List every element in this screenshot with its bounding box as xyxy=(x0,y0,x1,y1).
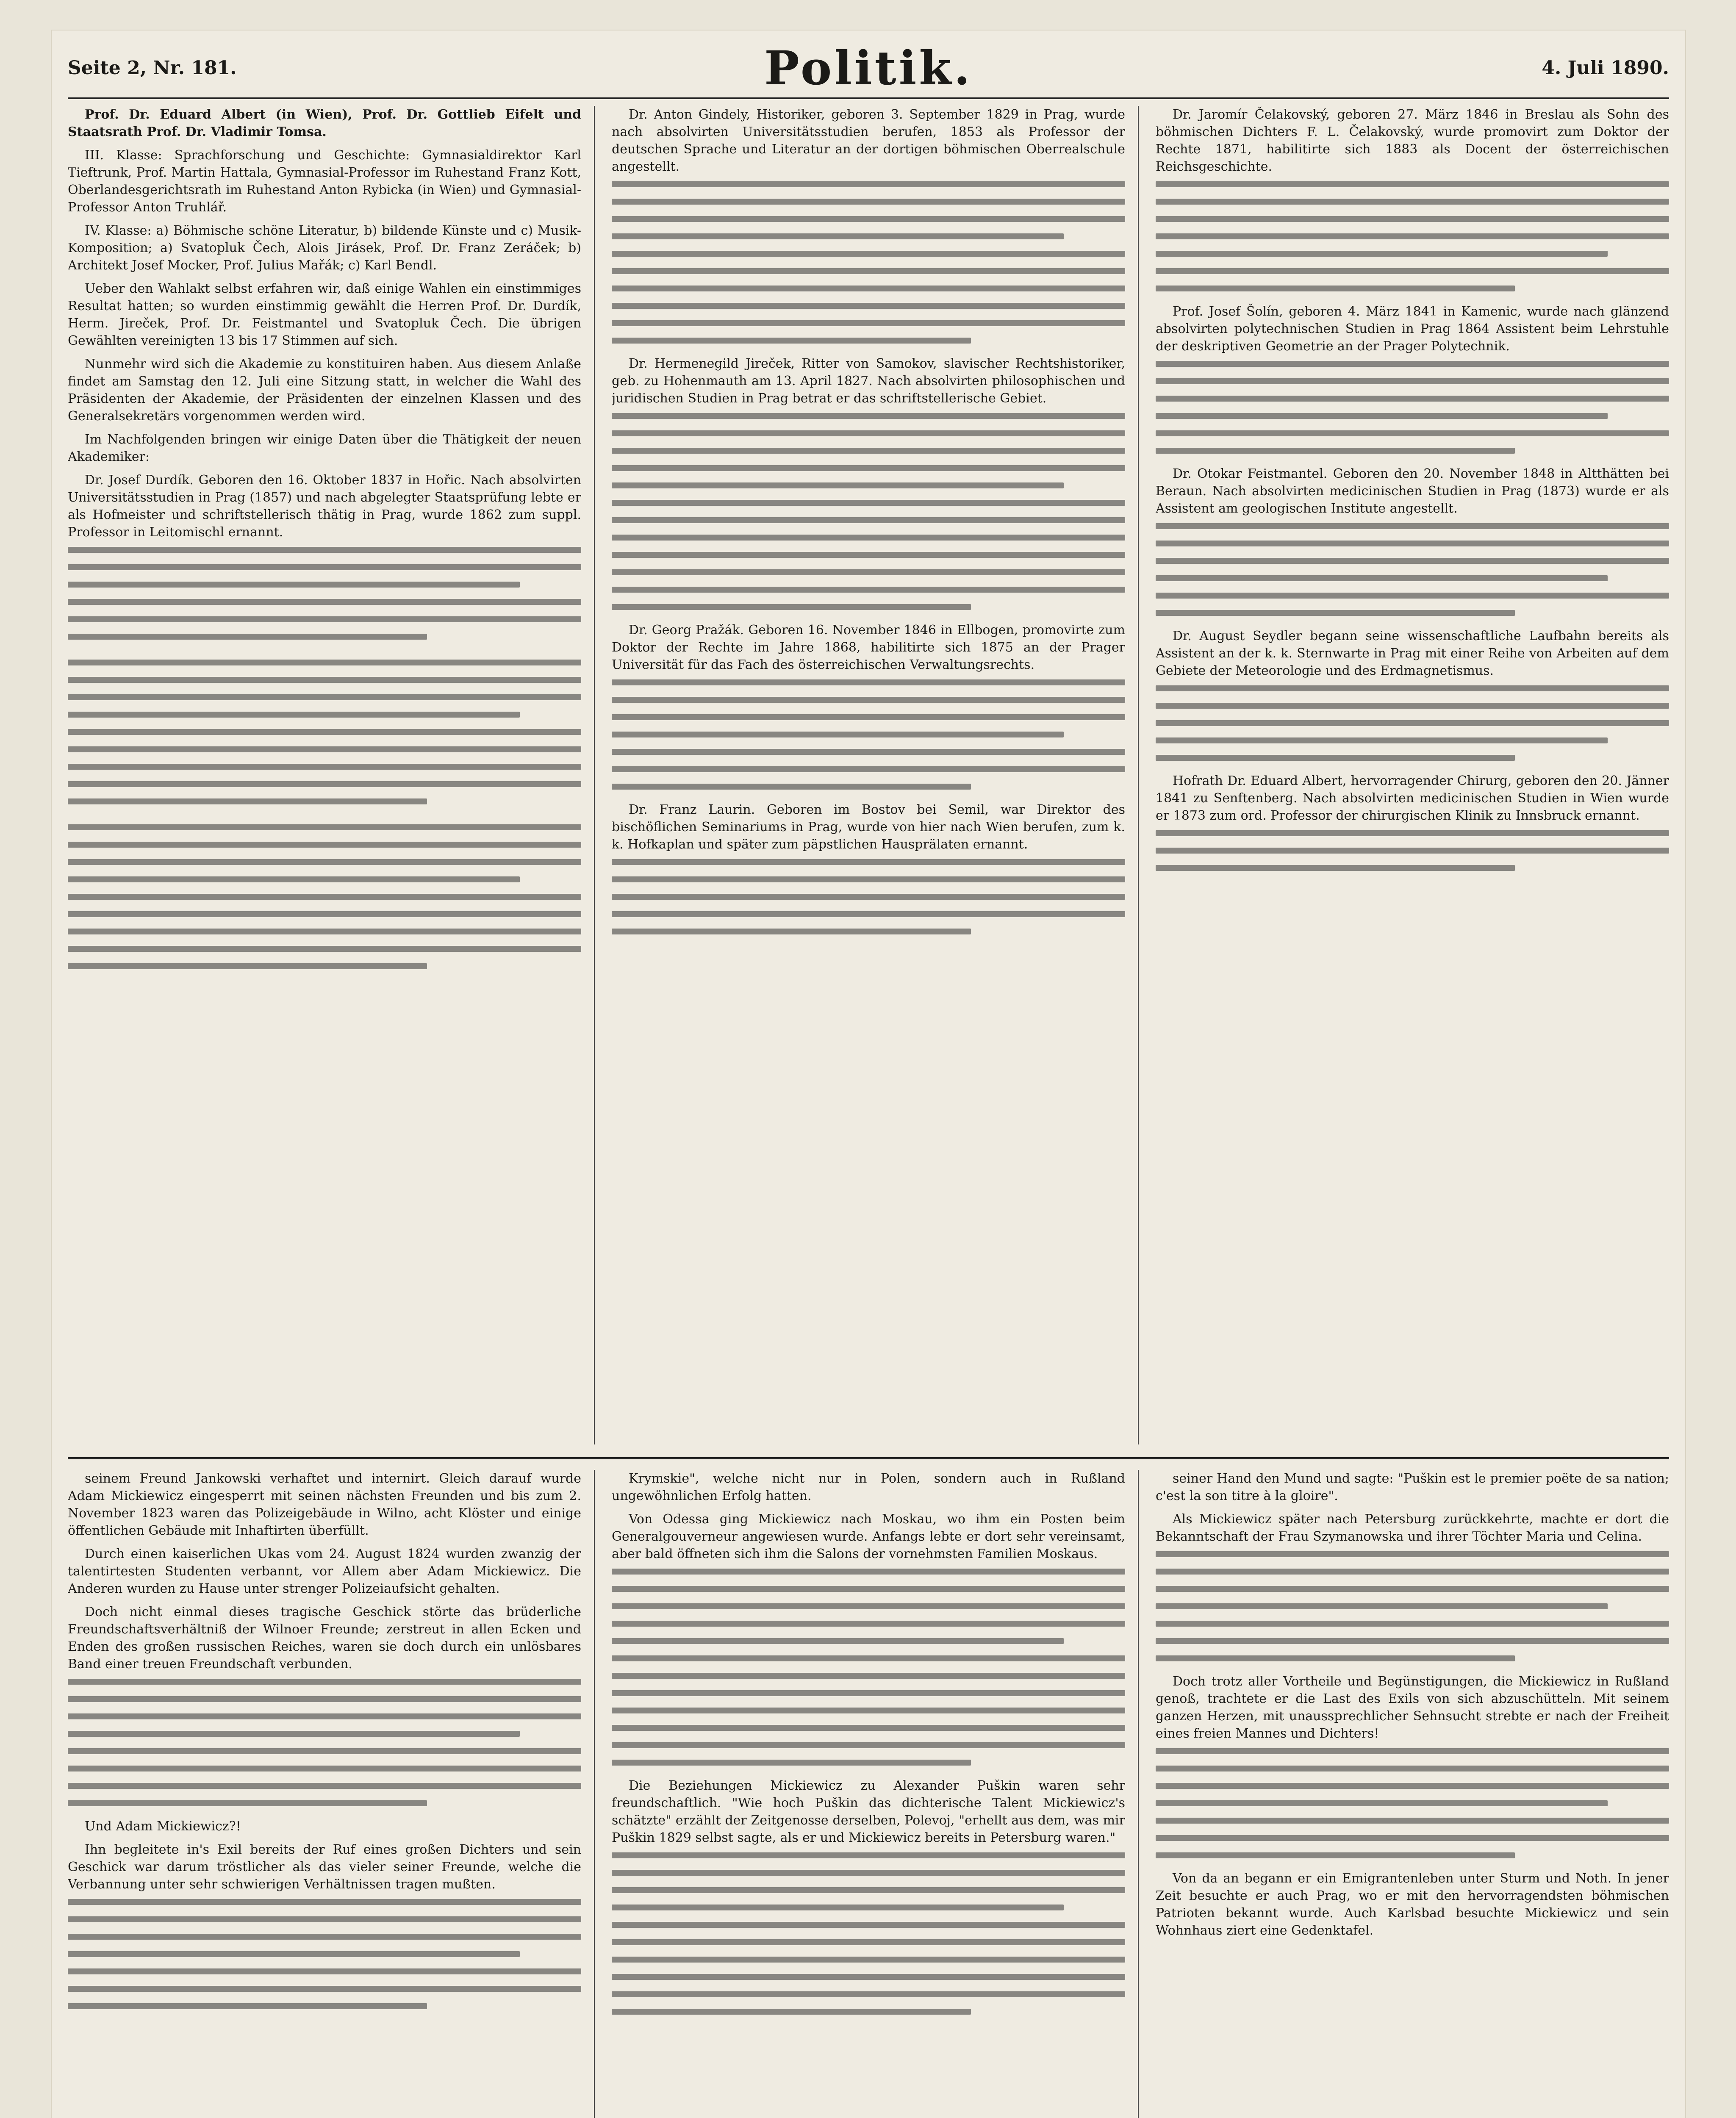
paragraph: Dr. Franz Laurin. Geboren im Bostov bei Semil, war Direktor des bischöflichen Seminariums in Prag, wurde von hier nach Wien berufen, zum k. k. Hofkaplan und später zum päpstlichen Hausprälaten ernannt. xyxy=(612,802,1125,852)
text-filler xyxy=(1156,1748,1669,1858)
paragraph: Hofrath Dr. Eduard Albert, hervorragender Chirurg, geboren den 20. Jänner 1841 zu Senftenberg. Nach absolvirten medicinischen Studien in Wien wurde er 1873 zum ord. Professor der chirurgischen Klinik zu Innsbruck ernannt. xyxy=(1156,773,1669,823)
text-filler xyxy=(612,859,1125,934)
text-filler xyxy=(68,1679,581,1806)
paragraph: Die Beziehungen Mickiewicz zu Alexander Puškin waren sehr freundschaftlich. "Wie hoch Puškin das dichterische Talent Mickiewicz's schätzte" erzählt der Zeitgenosse derselben, Polevoj, "erhellt aus dem, was mir Puškin 1829 selbst sagte, als er und Mickiewicz bereits in Petersburg waren." xyxy=(612,1778,1125,1845)
paragraph: Prof. Josef Šolín, geboren 4. März 1841 in Kamenic, wurde nach glänzend absolvirten polytechnischen Studien in Prag 1864 Assistent beim Lehrstuhle der deskriptiven Geometrie an der Prager Polytechnik. xyxy=(1156,304,1669,354)
section-title: Politik. xyxy=(764,40,973,95)
paragraph: Ueber den Wahlakt selbst erfahren wir, daß einige Wahlen ein einstimmiges Resultat hatten; so wurden einstimmig gewählt die Herren Prof. Dr. Durdík, Herm. Jireček, Prof. Dr. Feistmantel und Svatopluk Čech. Die übrigen Gewählten vereinigten 13 bis 17 Stimmen auf sich. xyxy=(68,281,581,348)
page-number: Seite 2, Nr. 181. xyxy=(68,57,237,79)
paragraph: Dr. Josef Durdík. Geboren den 16. Oktober 1837 in Hořic. Nach absolvirten Universitätsstudien in Prag (1857) und nach abgelegter Staatsprüfung lebte er als Hofmeister und schriftstellerisch thätig in Prag, wurde 1862 zum suppl. Professor in Leitomischl ernannt. xyxy=(68,473,581,540)
paragraph: Und Adam Mickiewicz?! xyxy=(85,1819,241,1834)
paragraph: seinem Freund Jankowski verhaftet und internirt. Gleich darauf wurde Adam Mickiewicz eingesperrt mit seinen nächsten Freunden und bis zum 2. November 1823 waren das Polizeigebäude in Wilno, acht Klöster und einige öffentlichen Gebäude mit Inhaftirten überfüllt. xyxy=(68,1471,581,1538)
text-filler xyxy=(68,547,581,969)
top-column-3 xyxy=(1156,106,1669,1444)
text-filler xyxy=(612,1569,1125,1766)
paragraph: Im Nachfolgenden bringen wir einige Daten über die Thätigkeit der neuen Akademiker: xyxy=(68,432,581,464)
paragraph: Von Odessa ging Mickiewicz nach Moskau, wo ihm ein Posten beim Generalgouverneur angewiesen wurde. Anfangs lebte er dort sehr vereinsamt, aber bald öffneten sich ihm die Salons der vornehmsten Familien Moskaus. xyxy=(612,1512,1125,1561)
paragraph: Krymskie", welche nicht nur in Polen, sondern auch in Rußland ungewöhnlichen Erfolg hatten. xyxy=(612,1471,1125,1503)
text-filler xyxy=(612,413,1125,610)
text-filler xyxy=(1156,523,1669,616)
paragraph: Dr. Anton Gindely, Historiker, geboren 3. September 1829 in Prag, wurde nach absolvirten Universitätsstudien berufen, 1853 als Professor der deutschen Sprache und Literatur an der dortigen böhmischen Oberrealschule angestellt. xyxy=(612,107,1125,174)
issue-date: 4. Juli 1890. xyxy=(1542,57,1669,79)
paragraph: Doch trotz aller Vortheile und Begünstigungen, die Mickiewicz in Rußland genoß, trachtete er die Last des Exils von sich abzuschütteln. Mit seinem ganzen Herzen, mit unaussprechlicher Sehnsucht strebte er nach der Freiheit eines freien Mannes und Dichters! xyxy=(1156,1674,1669,1741)
top-columns xyxy=(68,106,1669,1444)
paragraph: IV. Klasse: a) Böhmische schöne Literatur, b) bildende Künste und c) Musik-Komposition; a) Svatopluk Čech, Alois Jirásek, Prof. Dr. Franz Zeráček; b) Architekt Josef Mocker, Prof. Julius Mařák; c) Karl Bendl. xyxy=(68,223,581,273)
paragraph: Dr. Georg Pražák. Geboren 16. November 1846 in Ellbogen, promovirte zum Doktor der Rechte im Jahre 1868, habilitirte sich 1875 an der Prager Universität für das Fach des österreichischen Verwaltungsrechts. xyxy=(612,623,1125,672)
text-filler xyxy=(1156,830,1669,871)
newspaper-page xyxy=(51,30,1686,2118)
paragraph: Durch einen kaiserlichen Ukas vom 24. August 1824 wurden zwanzig der talentirtesten Studenten verbannt, vor Allem aber Adam Mickiewicz. Die Anderen wurden zu Hause unter strenger Polizeiaufsicht gehalten. xyxy=(68,1547,581,1596)
bottom-columns xyxy=(68,1470,1669,2118)
text-filler xyxy=(1156,181,1669,291)
bottom-column-2 xyxy=(612,1470,1139,2118)
paragraph: Doch nicht einmal dieses tragische Geschick störte das brüderliche Freundschaftsverhältniß der Wilnoer Freunde; zerstreut in allen Ecken und Enden des großen russischen Reiches, waren sie doch durch ein unlösbares Band einer treuen Freundschaft verbunden. xyxy=(68,1605,581,1672)
paragraph: Als Mickiewicz später nach Petersburg zurückkehrte, machte er dort die Bekanntschaft der Frau Szymanowska und ihrer Töchter Maria und Celina. xyxy=(1156,1512,1669,1544)
bottom-column-3 xyxy=(1156,1470,1669,2118)
paragraph: Prof. Dr. Eduard Albert (in Wien), Prof. Dr. Gottlieb Eifelt und Staatsrath Prof. Dr. Vladimir Tomsa. xyxy=(68,107,581,139)
paragraph: Dr. Jaromír Čelakovský, geboren 27. März 1846 in Breslau als Sohn des böhmischen Dichters F. L. Čelakovský, wurde promovirt zum Doktor der Rechte 1871, habilitirte sich 1883 als Docent der österreichischen Reichsgeschichte. xyxy=(1156,107,1669,174)
text-filler xyxy=(1156,685,1669,761)
text-filler xyxy=(612,1852,1125,2015)
bottom-column-1 xyxy=(68,1470,595,2118)
text-filler xyxy=(68,1899,581,2009)
text-filler xyxy=(612,679,1125,790)
paragraph: Nunmehr wird sich die Akademie zu konstituiren haben. Aus diesem Anlaße findet am Samstag den 12. Juli eine Sitzung statt, in welcher die Wahl des Präsidenten der Akademie, der Präsidenten der einzelnen Klassen und des Generalsekretärs vorgenommen werden wird. xyxy=(68,357,581,424)
paragraph: Von da an begann er ein Emigrantenleben unter Sturm und Noth. In jener Zeit besuchte er auch Prag, wo er mit den hervorragendsten böhmischen Patrioten bekannt wurde. Auch Karlsbad besuchte Mickiewicz und sein Wohnhaus ziert eine Gedenktafel. xyxy=(1156,1871,1669,1938)
top-column-1 xyxy=(68,106,595,1444)
masthead xyxy=(68,38,1669,99)
text-filler xyxy=(612,181,1125,344)
paragraph: seiner Hand den Mund und sagte: "Puškin est le premier poëte de sa nation; c'est la son titre à la gloire". xyxy=(1156,1471,1669,1503)
paragraph: Dr. Hermenegild Jireček, Ritter von Samokov, slavischer Rechtshistoriker, geb. zu Hohenmauth am 13. April 1827. Nach absolvirten philosophischen und juridischen Studien in Prag betrat er das schriftstellerische Gebiet. xyxy=(612,356,1125,406)
paragraph: III. Klasse: Sprachforschung und Geschichte: Gymnasialdirektor Karl Tieftrunk, Prof. Martin Hattala, Gymnasial-Professor im Ruhestand Franz Kott, Oberlandesgerichtsrath im Ruhestand Anton Rybicka (in Wien) und Gymnasial-Professor Anton Truhlář. xyxy=(68,148,581,215)
top-column-2 xyxy=(612,106,1139,1444)
text-filler xyxy=(1156,361,1669,454)
paragraph: Dr. August Seydler begann seine wissenschaftliche Laufbahn bereits als Assistent an der k. k. Sternwarte in Prag mit einer Reihe von Arbeiten auf dem Gebiete der Meteorologie und des Erdmagnetismus. xyxy=(1156,629,1669,678)
section-divider xyxy=(68,1457,1669,1459)
text-filler xyxy=(1156,1551,1669,1661)
paragraph: Ihn begleitete in's Exil bereits der Ruf eines großen Dichters und sein Geschick war darum tröstlicher als das vieler seiner Freunde, welche die Verbannung unter sehr schwierigen Verhältnissen tragen mußten. xyxy=(68,1842,581,1892)
paragraph: Dr. Otokar Feistmantel. Geboren den 20. November 1848 in Altthätten bei Beraun. Nach absolvirten medicinischen Studien in Prag (1873) wurde er als Assistent am geologischen Institute angestellt. xyxy=(1156,466,1669,516)
